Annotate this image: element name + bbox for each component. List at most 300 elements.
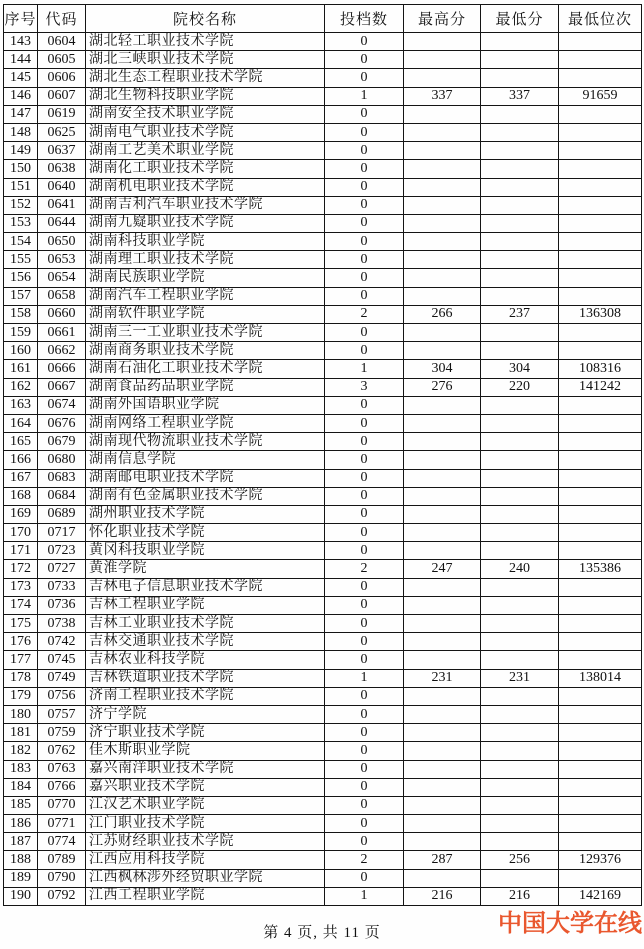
cell-index: 166 <box>4 451 38 469</box>
cell-min-score <box>481 142 559 160</box>
cell-max-score <box>404 615 481 633</box>
cell-index: 177 <box>4 651 38 669</box>
cell-index: 174 <box>4 596 38 614</box>
cell-max-score <box>404 596 481 614</box>
cell-max-score <box>404 196 481 214</box>
cell-count: 1 <box>325 887 404 905</box>
cell-min-score <box>481 269 559 287</box>
cell-index: 168 <box>4 487 38 505</box>
cell-max-score <box>404 705 481 723</box>
cell-max-score <box>404 724 481 742</box>
cell-min-rank: 136308 <box>559 305 642 323</box>
cell-name: 湖南石油化工职业技术学院 <box>86 360 325 378</box>
cell-code: 0717 <box>38 524 86 542</box>
cell-max-score <box>404 451 481 469</box>
cell-min-score <box>481 778 559 796</box>
cell-index: 183 <box>4 760 38 778</box>
cell-name: 湖南化工职业技术学院 <box>86 160 325 178</box>
cell-index: 172 <box>4 560 38 578</box>
cell-name: 湖南理工职业技术学院 <box>86 251 325 269</box>
cell-min-rank <box>559 687 642 705</box>
table-row <box>4 360 642 378</box>
table-row <box>4 51 642 69</box>
cell-count: 0 <box>325 142 404 160</box>
cell-count: 0 <box>325 51 404 69</box>
cell-min-score <box>481 287 559 305</box>
cell-index: 163 <box>4 396 38 414</box>
cell-min-rank <box>559 396 642 414</box>
cell-min-score <box>481 505 559 523</box>
cell-min-rank: 129376 <box>559 851 642 869</box>
cell-name: 嘉兴南洋职业技术学院 <box>86 760 325 778</box>
cell-min-score <box>481 687 559 705</box>
cell-code: 0683 <box>38 469 86 487</box>
table-row <box>4 396 642 414</box>
cell-max-score <box>404 69 481 87</box>
cell-name: 江苏财经职业技术学院 <box>86 833 325 851</box>
cell-index: 182 <box>4 742 38 760</box>
cell-code: 0790 <box>38 869 86 887</box>
cell-count: 3 <box>325 378 404 396</box>
cell-name: 湖北生物科技职业学院 <box>86 87 325 105</box>
cell-code: 0680 <box>38 451 86 469</box>
cell-min-rank <box>559 833 642 851</box>
cell-code: 0667 <box>38 378 86 396</box>
cell-code: 0742 <box>38 633 86 651</box>
cell-code: 0757 <box>38 705 86 723</box>
cell-count: 0 <box>325 505 404 523</box>
table-row <box>4 196 642 214</box>
col-header-code: 代码 <box>38 5 86 33</box>
cell-code: 0736 <box>38 596 86 614</box>
cell-code: 0759 <box>38 724 86 742</box>
table-row <box>4 633 642 651</box>
cell-index: 151 <box>4 178 38 196</box>
table-row <box>4 542 642 560</box>
cell-code: 0662 <box>38 342 86 360</box>
cell-min-score <box>481 542 559 560</box>
cell-min-score <box>481 796 559 814</box>
cell-count: 0 <box>325 251 404 269</box>
cell-code: 0771 <box>38 815 86 833</box>
cell-name: 黄淮学院 <box>86 560 325 578</box>
cell-name: 湖南食品药品职业学院 <box>86 378 325 396</box>
cell-name: 江西应用科技学院 <box>86 851 325 869</box>
cell-code: 0770 <box>38 796 86 814</box>
col-header-index: 序号 <box>4 5 38 33</box>
cell-min-score <box>481 869 559 887</box>
cell-index: 154 <box>4 233 38 251</box>
cell-min-score <box>481 487 559 505</box>
cell-index: 157 <box>4 287 38 305</box>
cell-name: 吉林工业职业技术学院 <box>86 615 325 633</box>
cell-name: 湖南信息学院 <box>86 451 325 469</box>
cell-name: 湖北三峡职业技术学院 <box>86 51 325 69</box>
cell-code: 0689 <box>38 505 86 523</box>
cell-code: 0745 <box>38 651 86 669</box>
cell-count: 0 <box>325 651 404 669</box>
cell-index: 170 <box>4 524 38 542</box>
cell-min-rank <box>559 142 642 160</box>
cell-count: 1 <box>325 669 404 687</box>
cell-name: 湖南机电职业技术学院 <box>86 178 325 196</box>
cell-code: 0679 <box>38 433 86 451</box>
cell-max-score <box>404 123 481 141</box>
cell-min-score <box>481 724 559 742</box>
cell-index: 186 <box>4 815 38 833</box>
cell-count: 0 <box>325 724 404 742</box>
cell-name: 江汉艺术职业学院 <box>86 796 325 814</box>
cell-index: 147 <box>4 105 38 123</box>
cell-count: 1 <box>325 87 404 105</box>
cell-min-rank <box>559 178 642 196</box>
table-row <box>4 687 642 705</box>
cell-min-rank <box>559 214 642 232</box>
cell-min-score <box>481 123 559 141</box>
cell-min-rank <box>559 596 642 614</box>
cell-code: 0738 <box>38 615 86 633</box>
cell-min-score <box>481 251 559 269</box>
cell-min-score <box>481 596 559 614</box>
table-row <box>4 414 642 432</box>
table-row <box>4 742 642 760</box>
cell-count: 0 <box>325 487 404 505</box>
cell-max-score: 216 <box>404 887 481 905</box>
cell-code: 0763 <box>38 760 86 778</box>
cell-min-rank: 108316 <box>559 360 642 378</box>
table-row <box>4 305 642 323</box>
cell-index: 179 <box>4 687 38 705</box>
cell-min-score: 231 <box>481 669 559 687</box>
table-row <box>4 705 642 723</box>
cell-index: 152 <box>4 196 38 214</box>
table-row <box>4 433 642 451</box>
cell-code: 0774 <box>38 833 86 851</box>
table-row <box>4 378 642 396</box>
cell-count: 0 <box>325 705 404 723</box>
cell-count: 0 <box>325 796 404 814</box>
cell-count: 0 <box>325 196 404 214</box>
cell-name: 湖南软件职业学院 <box>86 305 325 323</box>
cell-name: 湖南安全技术职业学院 <box>86 105 325 123</box>
cell-count: 0 <box>325 596 404 614</box>
cell-code: 0789 <box>38 851 86 869</box>
cell-index: 149 <box>4 142 38 160</box>
cell-code: 0749 <box>38 669 86 687</box>
cell-index: 167 <box>4 469 38 487</box>
cell-max-score <box>404 269 481 287</box>
col-header-count: 投档数 <box>325 5 404 33</box>
cell-index: 164 <box>4 414 38 432</box>
cell-min-rank <box>559 796 642 814</box>
cell-count: 0 <box>325 342 404 360</box>
cell-code: 0654 <box>38 269 86 287</box>
cell-max-score: 337 <box>404 87 481 105</box>
cell-index: 165 <box>4 433 38 451</box>
table-row <box>4 233 642 251</box>
cell-max-score <box>404 487 481 505</box>
table-row <box>4 251 642 269</box>
cell-name: 济南工程职业技术学院 <box>86 687 325 705</box>
cell-name: 嘉兴职业技术学院 <box>86 778 325 796</box>
cell-count: 0 <box>325 123 404 141</box>
cell-min-score <box>481 433 559 451</box>
cell-count: 0 <box>325 396 404 414</box>
table-row <box>4 69 642 87</box>
cell-min-rank <box>559 269 642 287</box>
cell-count: 0 <box>325 451 404 469</box>
cell-name: 湖南电气职业技术学院 <box>86 123 325 141</box>
table-header-row <box>4 5 642 33</box>
cell-code: 0723 <box>38 542 86 560</box>
cell-name: 江门职业技术学院 <box>86 815 325 833</box>
cell-count: 0 <box>325 105 404 123</box>
cell-max-score <box>404 342 481 360</box>
cell-index: 156 <box>4 269 38 287</box>
cell-min-score <box>481 833 559 851</box>
cell-min-rank <box>559 123 642 141</box>
cell-min-score <box>481 51 559 69</box>
cell-max-score <box>404 760 481 778</box>
cell-count: 0 <box>325 178 404 196</box>
table-row <box>4 796 642 814</box>
cell-count: 0 <box>325 815 404 833</box>
cell-name: 湖南吉利汽车职业技术学院 <box>86 196 325 214</box>
cell-index: 144 <box>4 51 38 69</box>
cell-max-score <box>404 633 481 651</box>
cell-max-score <box>404 214 481 232</box>
table-row <box>4 596 642 614</box>
cell-min-score: 240 <box>481 560 559 578</box>
cell-min-rank <box>559 105 642 123</box>
cell-name: 黄冈科技职业学院 <box>86 542 325 560</box>
cell-max-score <box>404 687 481 705</box>
cell-min-score <box>481 815 559 833</box>
cell-max-score: 231 <box>404 669 481 687</box>
cell-name: 湖南汽车工程职业学院 <box>86 287 325 305</box>
cell-min-score <box>481 414 559 432</box>
cell-max-score <box>404 142 481 160</box>
cell-name: 湖南商务职业技术学院 <box>86 342 325 360</box>
cell-code: 0660 <box>38 305 86 323</box>
cell-code: 0638 <box>38 160 86 178</box>
table-row <box>4 214 642 232</box>
cell-index: 150 <box>4 160 38 178</box>
cell-index: 175 <box>4 615 38 633</box>
cell-index: 187 <box>4 833 38 851</box>
cell-min-score <box>481 33 559 51</box>
cell-count: 0 <box>325 869 404 887</box>
table-row <box>4 778 642 796</box>
cell-name: 吉林铁道职业技术学院 <box>86 669 325 687</box>
table-body <box>4 33 642 906</box>
table-row <box>4 87 642 105</box>
cell-index: 162 <box>4 378 38 396</box>
cell-code: 0604 <box>38 33 86 51</box>
cell-min-score <box>481 651 559 669</box>
cell-min-score <box>481 160 559 178</box>
cell-count: 0 <box>325 233 404 251</box>
cell-min-rank <box>559 324 642 342</box>
cell-index: 173 <box>4 578 38 596</box>
cell-count: 2 <box>325 305 404 323</box>
cell-min-rank: 141242 <box>559 378 642 396</box>
table-row <box>4 142 642 160</box>
cell-min-rank <box>559 287 642 305</box>
cell-index: 159 <box>4 324 38 342</box>
cell-count: 0 <box>325 287 404 305</box>
cell-count: 0 <box>325 760 404 778</box>
cell-min-score <box>481 69 559 87</box>
table-row <box>4 615 642 633</box>
cell-count: 0 <box>325 633 404 651</box>
cell-name: 吉林交通职业技术学院 <box>86 633 325 651</box>
cell-max-score <box>404 651 481 669</box>
cell-min-rank <box>559 233 642 251</box>
cell-code: 0653 <box>38 251 86 269</box>
cell-name: 湖南民族职业学院 <box>86 269 325 287</box>
cell-min-rank <box>559 651 642 669</box>
cell-max-score <box>404 524 481 542</box>
cell-min-rank <box>559 51 642 69</box>
cell-index: 181 <box>4 724 38 742</box>
col-header-name: 院校名称 <box>86 5 325 33</box>
cell-min-score <box>481 760 559 778</box>
cell-min-score <box>481 469 559 487</box>
cell-name: 湖北生态工程职业技术学院 <box>86 69 325 87</box>
cell-code: 0762 <box>38 742 86 760</box>
cell-min-rank <box>559 615 642 633</box>
cell-max-score <box>404 578 481 596</box>
cell-name: 怀化职业技术学院 <box>86 524 325 542</box>
cell-min-rank: 91659 <box>559 87 642 105</box>
cell-min-score <box>481 742 559 760</box>
cell-min-rank: 142169 <box>559 887 642 905</box>
cell-min-rank <box>559 433 642 451</box>
cell-count: 0 <box>325 160 404 178</box>
cell-name: 湖南网络工程职业学院 <box>86 414 325 432</box>
cell-min-score: 304 <box>481 360 559 378</box>
cell-code: 0661 <box>38 324 86 342</box>
cell-min-score <box>481 633 559 651</box>
table-row <box>4 451 642 469</box>
cell-name: 江西工程职业学院 <box>86 887 325 905</box>
cell-min-score <box>481 578 559 596</box>
cell-min-rank <box>559 869 642 887</box>
cell-max-score: 276 <box>404 378 481 396</box>
cell-min-rank <box>559 251 642 269</box>
table-row <box>4 487 642 505</box>
cell-max-score <box>404 51 481 69</box>
cell-max-score <box>404 833 481 851</box>
cell-max-score: 266 <box>404 305 481 323</box>
cell-name: 湖南三一工业职业技术学院 <box>86 324 325 342</box>
table-row <box>4 578 642 596</box>
cell-min-score <box>481 324 559 342</box>
table-row <box>4 724 642 742</box>
table-row <box>4 851 642 869</box>
cell-index: 155 <box>4 251 38 269</box>
cell-index: 176 <box>4 633 38 651</box>
cell-min-score <box>481 105 559 123</box>
cell-name: 湖北轻工职业技术学院 <box>86 33 325 51</box>
col-header-min-rank: 最低位次 <box>559 5 642 33</box>
cell-max-score <box>404 742 481 760</box>
cell-min-rank <box>559 33 642 51</box>
cell-max-score <box>404 433 481 451</box>
cell-index: 161 <box>4 360 38 378</box>
cell-name: 佳木斯职业学院 <box>86 742 325 760</box>
cell-code: 0674 <box>38 396 86 414</box>
cell-name: 江西枫林涉外经贸职业学院 <box>86 869 325 887</box>
cell-max-score <box>404 796 481 814</box>
cell-count: 0 <box>325 778 404 796</box>
cell-name: 济宁学院 <box>86 705 325 723</box>
cell-count: 0 <box>325 833 404 851</box>
table-row <box>4 105 642 123</box>
cell-code: 0666 <box>38 360 86 378</box>
cell-count: 0 <box>325 687 404 705</box>
cell-index: 143 <box>4 33 38 51</box>
cell-max-score <box>404 178 481 196</box>
table-row <box>4 160 642 178</box>
cell-code: 0606 <box>38 69 86 87</box>
cell-min-score: 220 <box>481 378 559 396</box>
cell-min-rank <box>559 487 642 505</box>
cell-max-score <box>404 105 481 123</box>
cell-name: 湖南外国语职业学院 <box>86 396 325 414</box>
cell-min-rank <box>559 342 642 360</box>
cell-max-score <box>404 251 481 269</box>
table-row <box>4 669 642 687</box>
table-row <box>4 123 642 141</box>
cell-min-rank <box>559 542 642 560</box>
cell-min-score <box>481 196 559 214</box>
cell-min-rank <box>559 160 642 178</box>
admission-score-table <box>3 4 642 906</box>
cell-min-score: 337 <box>481 87 559 105</box>
cell-count: 0 <box>325 742 404 760</box>
cell-min-rank <box>559 815 642 833</box>
cell-min-rank <box>559 760 642 778</box>
cell-name: 济宁职业技术学院 <box>86 724 325 742</box>
cell-index: 185 <box>4 796 38 814</box>
table-row <box>4 33 642 51</box>
cell-count: 2 <box>325 560 404 578</box>
cell-max-score <box>404 414 481 432</box>
cell-code: 0605 <box>38 51 86 69</box>
cell-name: 湖南九嶷职业技术学院 <box>86 214 325 232</box>
cell-max-score <box>404 287 481 305</box>
cell-count: 0 <box>325 69 404 87</box>
cell-count: 0 <box>325 542 404 560</box>
cell-max-score <box>404 778 481 796</box>
cell-max-score <box>404 469 481 487</box>
watermark: 中国大学在线 <box>498 911 642 937</box>
cell-index: 158 <box>4 305 38 323</box>
table-row <box>4 560 642 578</box>
cell-code: 0733 <box>38 578 86 596</box>
cell-min-rank <box>559 414 642 432</box>
cell-max-score: 304 <box>404 360 481 378</box>
cell-count: 0 <box>325 433 404 451</box>
table-row <box>4 651 642 669</box>
cell-min-rank <box>559 778 642 796</box>
cell-min-score <box>481 705 559 723</box>
table-row <box>4 524 642 542</box>
cell-min-rank <box>559 742 642 760</box>
cell-min-score <box>481 214 559 232</box>
